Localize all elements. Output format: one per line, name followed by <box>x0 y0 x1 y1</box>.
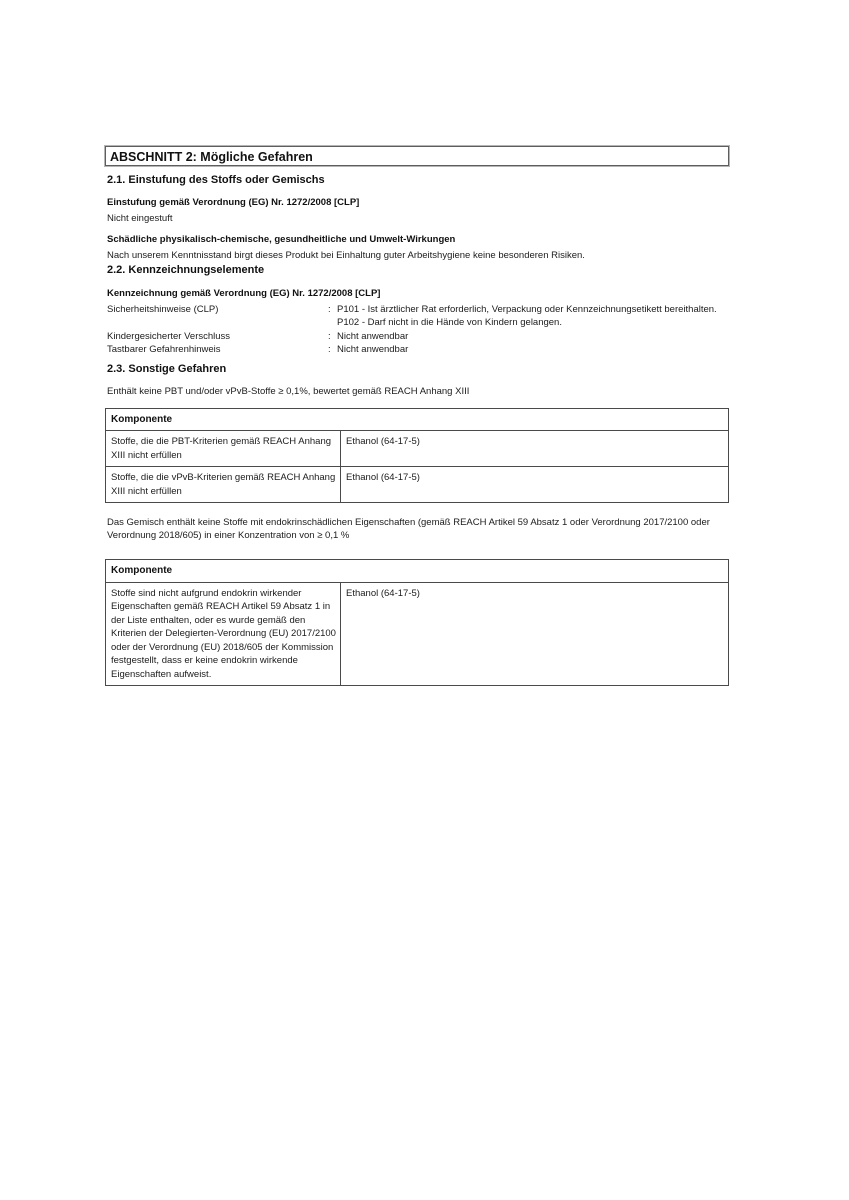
heading-2-2: 2.2. Kennzeichnungselemente <box>107 264 265 276</box>
classification-clp-text: Nicht eingestuft <box>107 213 173 224</box>
criterion-cell: Stoffe, die die PBT-Kriterien gemäß REACH Anhang XIII nicht erfüllen <box>106 431 341 466</box>
endocrine-paragraph <box>105 516 729 542</box>
adverse-effects-heading: Schädliche physikalisch-chemische, gesundheitliche und Umwelt-Wirkungen <box>107 234 456 245</box>
endocrine-paragraph-line2: Verordnung 2018/605) in einer Konzentration von ≥ 0,1 % <box>107 530 350 542</box>
def-value: Nicht anwendbar <box>337 344 409 356</box>
def-value-p101: P101 - Ist ärztlicher Rat erforderlich, Verpackung oder Kennzeichnungsetikett bereithalten. <box>337 304 717 315</box>
labelling-clp-heading: Kennzeichnung gemäß Verordnung (EG) Nr. 1272/2008 [CLP] <box>107 288 381 299</box>
component-cell: Ethanol (64-17-5) <box>346 436 420 448</box>
def-separator: : <box>328 330 331 342</box>
endocrine-components-table <box>105 559 729 686</box>
section-2-2 <box>105 265 729 357</box>
table-row <box>106 466 728 502</box>
def-separator: : <box>328 304 331 315</box>
endocrine-paragraph-line1: Das Gemisch enthält keine Stoffe mit endokrinschädlichen Eigenschaften (gemäß REACH Artikel 59 Absatz 1 oder Verordnung 2017/2100 oder <box>107 517 710 529</box>
table-header-komponente: Komponente <box>106 409 728 432</box>
def-separator: : <box>328 344 331 356</box>
def-row-child-resistant-closure <box>107 330 729 343</box>
table-row <box>106 431 728 466</box>
section-2-1 <box>105 175 729 262</box>
adverse-effects-text: Nach unserem Kenntnisstand birgt dieses Produkt bei Einhaltung guter Arbeitshygiene keine besonderen Risiken. <box>107 250 585 261</box>
section-title: ABSCHNITT 2: Mögliche Gefahren <box>110 150 313 164</box>
table-row <box>106 583 728 686</box>
def-label: Tastbarer Gefahrenhinweis <box>107 344 221 356</box>
def-label: Kindergesicherter Verschluss <box>107 330 231 342</box>
criterion-cell: Stoffe sind nicht aufgrund endokrin wirkender Eigenschaften gemäß REACH Artikel 59 Absatz 1 in der Liste enthalten, oder es wurde gemäß den Kriterien der Delegierten-Verordnung (EU) 2017/2100 oder der Verordnung (EU) 2018/605 der Kommission festgestellt, dass er keine endokrin wirkende Eigenschaften aufweist. <box>106 583 341 686</box>
table-header-komponente: Komponente <box>106 560 728 583</box>
pbt-vpvb-components-table <box>105 408 729 504</box>
section-2-content <box>105 146 729 686</box>
def-row-tactile-warning <box>107 343 729 356</box>
def-row-precautionary-statements <box>107 303 729 330</box>
section-2-3 <box>105 364 729 687</box>
heading-2-1: 2.1. Einstufung des Stoffs oder Gemischs <box>107 174 325 186</box>
component-cell: Ethanol (64-17-5) <box>346 472 420 484</box>
heading-2-3: 2.3. Sonstige Gefahren <box>107 362 227 375</box>
def-value-p102: P102 - Darf nicht in die Hände von Kindern gelangen. <box>337 317 562 329</box>
component-cell: Ethanol (64-17-5) <box>346 587 420 599</box>
def-values <box>337 303 717 330</box>
criterion-cell: Stoffe, die die vPvB-Kriterien gemäß REACH Anhang XIII nicht erfüllen <box>106 467 341 502</box>
classification-clp-heading: Einstufung gemäß Verordnung (EG) Nr. 1272/2008 [CLP] <box>107 197 360 208</box>
section-title-box <box>105 146 729 166</box>
pbt-vpvb-text: Enthält keine PBT und/oder vPvB-Stoffe ≥ 0,1%, bewertet gemäß REACH Anhang XIII <box>107 385 470 397</box>
def-value: Nicht anwendbar <box>337 330 409 342</box>
def-label: Sicherheitshinweise (CLP) <box>107 304 219 315</box>
labelling-definition-list <box>105 303 729 357</box>
